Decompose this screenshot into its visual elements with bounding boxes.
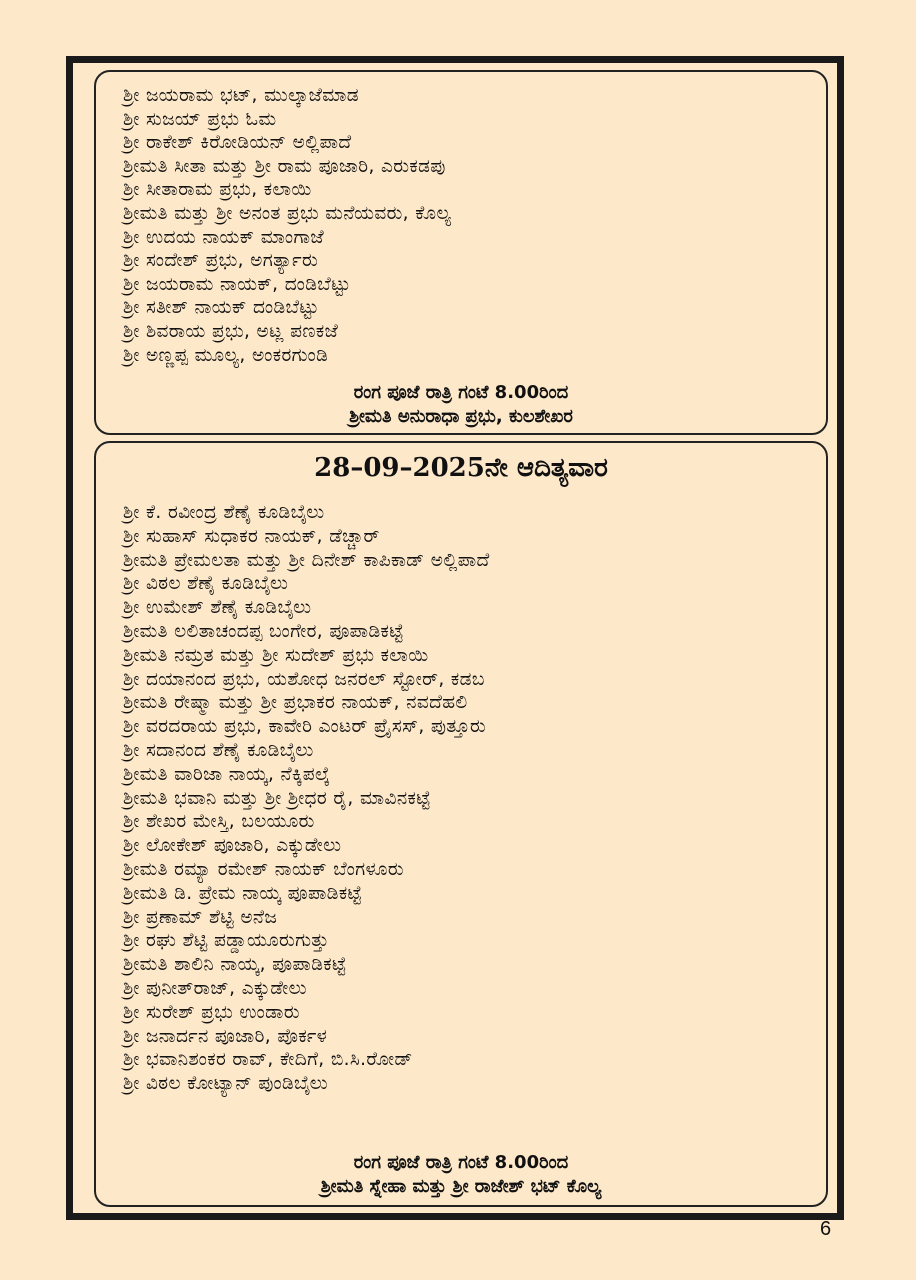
- list-item: ಶ್ರೀಮತಿ ರಮ್ಯಾ ರಮೇಶ್ ನಾಯಕ್ ಬೆಂಗಳೂರು: [123, 858, 404, 880]
- list-item: ಶ್ರೀ ಸುಹಾಸ್ ಸುಧಾಕರ ನಾಯಕ್, ಡೆಚ್ಚಾರ್: [123, 525, 380, 547]
- list-item: ಶ್ರೀ ವಿಠಲ ಕೋಟ್ಯಾನ್ ಪುಂಡಿಬೈಲು: [123, 1073, 328, 1095]
- list-item: ಶ್ರೀ ಶೇಖರ ಮೇಸ್ತಿ, ಬಲಯೂರು: [123, 811, 315, 833]
- list-item: ಶ್ರೀ ಕೆ. ರವೀಂದ್ರ ಶೆಣೈ ಕೂಡಿಬೈಲು: [123, 502, 325, 523]
- sponsor-list-top: [123, 84, 451, 367]
- list-item: ಶ್ರೀಮತಿ ಮತ್ತು ಶ್ರೀ ಅನಂತ ಪ್ರಭು ಮನೆಯವರು, ಕೊಲ್ಯ: [123, 202, 452, 224]
- footer-time-line: ರಂಗ ಪೂಜೆ ರಾತ್ರಿ ಗಂಟೆ 8.00ರಿಂದ: [353, 382, 569, 403]
- list-item: ಶ್ರೀಮತಿ ಲಲಿತಾಚಂದಪ್ಪ ಬಂಗೇರ, ಪೂಪಾಡಿಕಟ್ಟೆ: [123, 620, 404, 642]
- list-item: ಶ್ರೀ ಪುನೀತ್‌ರಾಜ್, ಎಕ್ಕುಡೇಲು: [123, 977, 307, 999]
- list-item: ಶ್ರೀ ರಾಕೇಶ್ ಕಿರೋಡಿಯನ್ ಅಲ್ಲಿಪಾದೆ: [123, 132, 352, 154]
- sponsor-panel-bottom: [94, 441, 828, 1207]
- ranga-pooje-footer-bottom: [96, 1151, 826, 1199]
- list-item: ಶ್ರೀ ಉಮೇಶ್ ಶೆಣೈ ಕೂಡಿಬೈಲು: [123, 597, 312, 619]
- date-heading: 28–09–2025ನೇ ಆದಿತ್ಯವಾರ: [314, 453, 608, 483]
- list-item: ಶ್ರೀ ಅಣ್ಣಪ್ಪ ಮೂಲ್ಯ, ಅಂಕರಗುಂಡಿ: [123, 344, 329, 366]
- list-item: ಶ್ರೀಮತಿ ಸೀತಾ ಮತ್ತು ಶ್ರೀ ರಾಮ ಪೂಜಾರಿ, ಎರುಕಡಪು: [123, 155, 446, 177]
- page-number: 6: [820, 1218, 832, 1240]
- list-item: ಶ್ರೀ ಭವಾನಿಶಂಕರ ರಾವ್, ಕೇದಿಗೆ, ಬಿ.ಸಿ.ರೋಡ್: [123, 1049, 413, 1071]
- list-item: ಶ್ರೀಮತಿ ಶಾಲಿನಿ ನಾಯ್ಕ, ಪೂಪಾಡಿಕಟ್ಟೆ: [123, 954, 347, 976]
- list-item: ಶ್ರೀ ಸೀತಾರಾಮ ಪ್ರಭು, ಕಲಾಯಿ: [123, 179, 312, 201]
- list-item: ಶ್ರೀಮತಿ ನಮ್ರತ ಮತ್ತು ಶ್ರೀ ಸುದೇಶ್ ಪ್ರಭು ಕಲಾಯಿ: [123, 644, 429, 666]
- ranga-pooje-footer-top: [96, 381, 826, 429]
- list-item: ಶ್ರೀ ದಯಾನಂದ ಪ್ರಭು, ಯಶೋಧ ಜನರಲ್ ಸ್ಟೋರ್, ಕಡಬ: [123, 668, 485, 690]
- list-item: ಶ್ರೀಮತಿ ವಾರಿಜಾ ನಾಯ್ಕ, ನೆಕ್ಕಿಪಲ್ಕೆ: [123, 763, 330, 785]
- list-item: ಶ್ರೀ ಜಯರಾಮ ನಾಯಕ್, ದಂಡಿಬೆಟ್ಟು: [123, 273, 351, 295]
- footer-time-line: ರಂಗ ಪೂಜೆ ರಾತ್ರಿ ಗಂಟೆ 8.00ರಿಂದ: [353, 1152, 569, 1173]
- list-item: ಶ್ರೀ ಜನಾರ್ದನ ಪೂಜಾರಿ, ಪೊರ್ಕಳ: [123, 1025, 328, 1047]
- list-item: ಶ್ರೀ ವಿಠಲ ಶೆಣೈ ಕೂಡಿಬೈಲು: [123, 573, 289, 595]
- list-item: ಶ್ರೀಮತಿ ರೇಷ್ಮಾ ಮತ್ತು ಶ್ರೀ ಪ್ರಭಾಕರ ನಾಯಕ್, ನವದೆಹಲಿ: [123, 692, 468, 714]
- list-item: ಶ್ರೀ ಸಂದೇಶ್ ಪ್ರಭು, ಅಗರ್ತ್ಯಾರು: [123, 250, 319, 272]
- page-frame: [66, 56, 844, 1220]
- list-item: ಶ್ರೀಮತಿ ಭವಾನಿ ಮತ್ತು ಶ್ರೀ ಶ್ರೀಧರ ರೈ, ಮಾವಿನಕಟ್ಟೆ: [123, 787, 431, 809]
- list-item: ಶ್ರೀ ಶಿವರಾಯ ಪ್ರಭು, ಅಟ್ಲ ಪಣಕಜೆ: [123, 320, 339, 342]
- list-item: ಶ್ರೀ ಜಯರಾಮ ಭಟ್, ಮುಲ್ಕಾಜೆಮಾಡ: [123, 85, 359, 106]
- footer-sponsor-line: ಶ್ರೀಮತಿ ಅನುರಾಧಾ ಪ್ರಭು, ಕುಲಶೇಖರ: [349, 406, 573, 427]
- list-item: ಶ್ರೀ ಪ್ರಣಾಮ್ ಶೆಟ್ಟಿ ಅನೆಜ: [123, 906, 278, 928]
- list-item: ಶ್ರೀಮತಿ ಡಿ. ಪ್ರೇಮ ನಾಯ್ಕ ಪೂಪಾಡಿಕಟ್ಟೆ: [123, 882, 363, 904]
- list-item: ಶ್ರೀ ವರದರಾಯ ಪ್ರಭು, ಕಾವೇರಿ ಎಂಟರ್ ಪ್ರೈಸಸ್, ಪುತ್ತೂರು: [123, 716, 487, 738]
- list-item: ಶ್ರೀ ಸತೀಶ್ ನಾಯಕ್ ದಂಡಿಬೆಟ್ಟು: [123, 297, 320, 319]
- footer-sponsor-line: ಶ್ರೀಮತಿ ಸ್ನೇಹಾ ಮತ್ತು ಶ್ರೀ ರಾಜೇಶ್ ಭಟ್ ಕೊಲ್ಯ: [320, 1176, 602, 1197]
- list-item: ಶ್ರೀ ಸುರೇಶ್ ಪ್ರಭು ಉಂಡಾರು: [123, 1001, 300, 1023]
- list-item: ಶ್ರೀ ರಘು ಶೆಟ್ಟಿ ಪಡ್ಡಾಯೂರುಗುತ್ತು: [123, 930, 330, 952]
- sponsor-panel-top: [94, 70, 828, 435]
- list-item: ಶ್ರೀ ಉದಯ ನಾಯಕ್ ಮಾಂಗಾಜೆ: [123, 226, 324, 248]
- list-item: ಶ್ರೀ ಲೋಕೇಶ್ ಪೂಜಾರಿ, ಎಕ್ಕುಡೇಲು: [123, 835, 342, 857]
- sponsor-list-bottom: [123, 501, 490, 1096]
- list-item: ಶ್ರೀ ಸದಾನಂದ ಶೆಣೈ ಕೂಡಿಬೈಲು: [123, 739, 314, 761]
- list-item: ಶ್ರೀಮತಿ ಪ್ರೇಮಲತಾ ಮತ್ತು ಶ್ರೀ ದಿನೇಶ್ ಕಾಪಿಕಾಡ್ ಅಲ್ಲಿಪಾದೆ: [123, 549, 490, 571]
- list-item: ಶ್ರೀ ಸುಜಯ್ ಪ್ರಭು ಓಮ: [123, 108, 277, 130]
